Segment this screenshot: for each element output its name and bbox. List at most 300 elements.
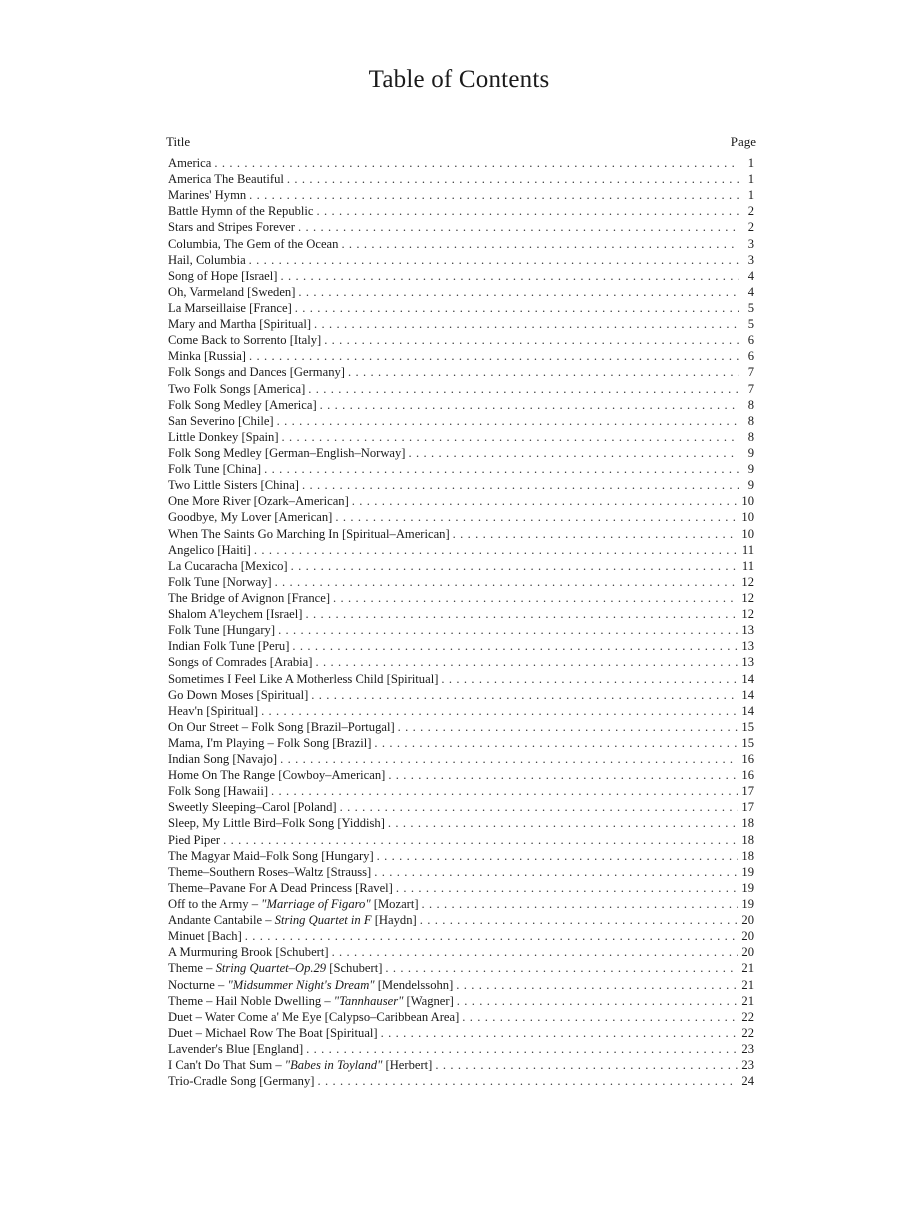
toc-entry-title-text: Andante Cantabile – bbox=[168, 913, 275, 928]
toc-entry-title-text: [Haydn] bbox=[371, 913, 417, 928]
toc-dot-leader bbox=[254, 542, 739, 558]
toc-dot-leader bbox=[374, 864, 738, 880]
toc-entry-page: 4 bbox=[747, 284, 754, 299]
toc-entry-title bbox=[168, 928, 242, 944]
toc-dot-leader bbox=[278, 622, 738, 638]
toc-entry-page: 18 bbox=[741, 848, 754, 863]
toc-dot-leader bbox=[223, 832, 738, 848]
toc-entry bbox=[168, 815, 754, 831]
toc-dot-leader bbox=[287, 171, 739, 187]
toc-entry-title-text: The Bridge of Avignon [France] bbox=[168, 590, 331, 605]
toc-dot-leader bbox=[275, 574, 739, 590]
toc-entry bbox=[168, 1073, 754, 1089]
toc-entry-title-text: One More River [Ozark–American] bbox=[168, 494, 349, 509]
toc-dot-leader bbox=[409, 445, 740, 461]
toc-entry bbox=[168, 767, 754, 783]
toc-entry-title-text: San Severino [Chile] bbox=[168, 413, 274, 428]
toc-entry-page: 21 bbox=[741, 977, 754, 992]
toc-entry-page: 17 bbox=[741, 784, 754, 799]
toc-entry-page: 10 bbox=[741, 526, 754, 541]
toc-entry-title bbox=[168, 413, 274, 429]
toc-entry bbox=[168, 719, 754, 735]
toc-entry-title-text: Stars and Stripes Forever bbox=[168, 220, 295, 235]
toc-entry-title-text: When The Saints Go Marching In [Spiritual–American] bbox=[168, 526, 450, 541]
toc-entry-page: 2 bbox=[747, 204, 754, 219]
toc-entry-title bbox=[168, 493, 349, 509]
toc-entry-title-text: Heav'n [Spiritual] bbox=[168, 703, 259, 718]
toc-entry-title-text: Trio-Cradle Song [Germany] bbox=[168, 1074, 315, 1089]
toc-entry-title-italic: "Babes in Toyland" bbox=[284, 1058, 383, 1073]
toc-dot-leader bbox=[398, 719, 739, 735]
toc-entry-title-text: Duet – Water Come a' Me Eye [Calypso–Caribbean Area] bbox=[168, 1009, 460, 1024]
toc-entry-page: 1 bbox=[747, 188, 754, 203]
title-column-header: Title bbox=[166, 134, 191, 149]
toc-entry-page: 19 bbox=[741, 897, 754, 912]
toc-entry bbox=[168, 316, 754, 332]
toc-entry-page: 20 bbox=[741, 913, 754, 928]
toc-dot-leader bbox=[453, 526, 739, 542]
toc-entry-title-text: I Can't Do That Sum – bbox=[168, 1058, 285, 1073]
toc-entry-title-text: Shalom A'leychem [Israel] bbox=[168, 607, 303, 622]
toc-entry bbox=[168, 783, 754, 799]
toc-dot-leader bbox=[388, 767, 738, 783]
toc-entry-title-text: Oh, Varmeland [Sweden] bbox=[168, 284, 296, 299]
toc-entry-title bbox=[168, 993, 454, 1009]
toc-entry-title-text: Go Down Moses [Spiritual] bbox=[168, 687, 309, 702]
toc-entry-page: 11 bbox=[741, 558, 754, 573]
toc-entry-title bbox=[168, 912, 417, 928]
toc-dot-leader bbox=[298, 219, 739, 235]
toc-dot-leader bbox=[317, 203, 740, 219]
toc-entry bbox=[168, 268, 754, 284]
toc-dot-leader bbox=[249, 187, 739, 203]
toc-dot-leader bbox=[385, 960, 738, 976]
toc-entry-title-italic: String Quartet in F bbox=[274, 913, 372, 928]
toc-dot-leader bbox=[457, 993, 739, 1009]
toc-entry-title bbox=[168, 477, 299, 493]
toc-dot-leader bbox=[277, 413, 739, 429]
toc-dot-leader bbox=[422, 896, 739, 912]
toc-entry-title-text: Sleep, My Little Bird–Folk Song [Yiddish] bbox=[168, 816, 385, 831]
toc-entry-title bbox=[168, 944, 329, 960]
toc-entry-title bbox=[168, 1009, 459, 1025]
toc-entry-title-text: Minuet [Bach] bbox=[168, 929, 242, 944]
toc-entry-title bbox=[168, 429, 279, 445]
toc-dot-leader bbox=[374, 735, 738, 751]
toc-entry-title bbox=[168, 332, 321, 348]
toc-entry-page: 21 bbox=[741, 961, 754, 976]
toc-entry-page: 7 bbox=[747, 381, 754, 396]
toc-entry-title-text: Folk Song [Hawaii] bbox=[168, 784, 269, 799]
toc-entry-page: 6 bbox=[747, 349, 754, 364]
toc-entry-title bbox=[168, 848, 374, 864]
toc-entry-page: 24 bbox=[741, 1074, 754, 1089]
toc-entry-page: 12 bbox=[741, 607, 754, 622]
toc-dot-leader bbox=[381, 1025, 739, 1041]
toc-entry-title-text: Sometimes I Feel Like A Motherless Child [Spiritual] bbox=[168, 671, 439, 686]
toc-entry-page: 13 bbox=[741, 623, 754, 638]
toc-entry-title bbox=[168, 1057, 432, 1073]
toc-entry-page: 3 bbox=[747, 252, 754, 267]
toc-dot-leader bbox=[261, 703, 738, 719]
toc-dot-leader bbox=[333, 590, 738, 606]
toc-entry bbox=[168, 977, 754, 993]
toc-entry-page: 22 bbox=[741, 1025, 754, 1040]
toc-entry-page: 14 bbox=[741, 687, 754, 702]
toc-entry-title-text: [Wagner] bbox=[403, 993, 454, 1008]
toc-entry-title bbox=[168, 622, 275, 638]
toc-entry-page: 8 bbox=[747, 397, 754, 412]
toc-entry-page: 10 bbox=[741, 494, 754, 509]
toc-entry bbox=[168, 445, 754, 461]
toc-dot-leader bbox=[340, 799, 739, 815]
toc-entry-title bbox=[168, 783, 268, 799]
toc-entry-title bbox=[168, 542, 251, 558]
toc-entry-page: 21 bbox=[741, 993, 754, 1008]
toc-entry-title-text: Theme – bbox=[168, 961, 216, 976]
toc-entry bbox=[168, 348, 754, 364]
toc-entry bbox=[168, 477, 754, 493]
toc-entry-page: 5 bbox=[747, 317, 754, 332]
toc-dot-leader bbox=[280, 751, 738, 767]
toc-entry-title-text: Theme–Pavane For A Dead Princess [Ravel] bbox=[168, 880, 393, 895]
toc-entry-title bbox=[168, 590, 330, 606]
toc-entry bbox=[168, 203, 754, 219]
toc-entry-title-text: Folk Tune [Hungary] bbox=[168, 623, 276, 638]
toc-entry-title-text: Two Little Sisters [China] bbox=[168, 478, 299, 493]
toc-entry-title bbox=[168, 977, 453, 993]
toc-entry bbox=[168, 1057, 754, 1073]
toc-entry bbox=[168, 687, 754, 703]
toc-dot-leader bbox=[214, 155, 739, 171]
toc-entry bbox=[168, 1025, 754, 1041]
toc-entry-page: 10 bbox=[741, 510, 754, 525]
toc-entry-page: 16 bbox=[741, 752, 754, 767]
toc-entry bbox=[168, 799, 754, 815]
toc-entry-title-text: Minka [Russia] bbox=[168, 349, 247, 364]
toc-dot-leader bbox=[377, 848, 739, 864]
toc-entry-title-text: Indian Folk Tune [Peru] bbox=[168, 639, 290, 654]
toc-entry-title-text: Nocturne – bbox=[168, 977, 228, 992]
toc-entry-title bbox=[168, 703, 258, 719]
toc-entry-title-text: Lavender's Blue [England] bbox=[168, 1042, 304, 1057]
toc-entry bbox=[168, 590, 754, 606]
toc-entry-title bbox=[168, 236, 338, 252]
toc-entry-title bbox=[168, 606, 302, 622]
toc-entry-title-text: Marines' Hymn bbox=[168, 188, 247, 203]
toc-entry-title bbox=[168, 171, 284, 187]
toc-dot-leader bbox=[306, 1041, 738, 1057]
toc-entry-title-text: La Marseillaise [France] bbox=[168, 300, 292, 315]
toc-entry-title bbox=[168, 719, 395, 735]
toc-entry-title-text: Home On The Range [Cowboy–American] bbox=[168, 768, 386, 783]
toc-dot-leader bbox=[335, 509, 738, 525]
toc-entry-title bbox=[168, 284, 295, 300]
toc-entry-page: 7 bbox=[747, 365, 754, 380]
toc-entry-title-text: Folk Song Medley [America] bbox=[168, 397, 317, 412]
toc-entry-title bbox=[168, 526, 450, 542]
toc-entry-page: 4 bbox=[747, 268, 754, 283]
toc-entry-title bbox=[168, 316, 311, 332]
toc-entry bbox=[168, 1009, 754, 1025]
page-column-header: Page bbox=[730, 134, 756, 149]
toc-entry-page: 1 bbox=[747, 156, 754, 170]
toc-entry bbox=[168, 429, 754, 445]
toc-entry-page: 8 bbox=[747, 429, 754, 444]
toc-dot-leader bbox=[420, 912, 739, 928]
toc-entry-page: 13 bbox=[741, 655, 754, 670]
toc-entry-page: 18 bbox=[741, 832, 754, 847]
toc-entry-title-text: Folk Tune [China] bbox=[168, 462, 262, 477]
toc-entry-title-text: [Schubert] bbox=[326, 961, 383, 976]
toc-entry bbox=[168, 284, 754, 300]
toc-entry bbox=[168, 703, 754, 719]
toc-dot-leader bbox=[282, 429, 739, 445]
toc-entry-page: 20 bbox=[741, 945, 754, 960]
toc-dot-leader bbox=[396, 880, 739, 896]
toc-dot-leader bbox=[298, 284, 739, 300]
toc-entry-page: 9 bbox=[747, 462, 754, 477]
toc-entry bbox=[168, 300, 754, 316]
toc-entry bbox=[168, 735, 754, 751]
toc-entry-title-text: La Cucaracha [Mexico] bbox=[168, 558, 288, 573]
toc-entry-page: 19 bbox=[741, 864, 754, 879]
toc-entry-title bbox=[168, 219, 295, 235]
toc-dot-leader bbox=[264, 461, 739, 477]
toc-dot-leader bbox=[341, 236, 739, 252]
toc-entry-page: 2 bbox=[747, 220, 754, 235]
toc-entry bbox=[168, 413, 754, 429]
toc-entry-page: 6 bbox=[747, 333, 754, 348]
toc-entry-title-text: Little Donkey [Spain] bbox=[168, 429, 279, 444]
toc-entry-title-text: Theme–Southern Roses–Waltz [Strauss] bbox=[168, 864, 372, 879]
toc-entry-page: 5 bbox=[747, 300, 754, 315]
toc-entry-title-text: Theme – Hail Noble Dwelling – bbox=[168, 993, 334, 1008]
toc-entry-title-text: [Mozart] bbox=[370, 897, 419, 912]
toc-entry-title bbox=[168, 1073, 314, 1089]
toc-entry-title bbox=[168, 638, 289, 654]
toc-entry-title-text: Songs of Comrades [Arabia] bbox=[168, 655, 313, 670]
toc-dot-leader bbox=[324, 332, 739, 348]
toc-entry-title bbox=[168, 268, 277, 284]
toc-entry-title-text: On Our Street – Folk Song [Brazil–Portugal] bbox=[168, 719, 395, 734]
toc-entry bbox=[168, 236, 754, 252]
toc-entry-title bbox=[168, 767, 385, 783]
toc-dot-leader bbox=[462, 1009, 738, 1025]
toc-entry-title bbox=[168, 509, 332, 525]
toc-entry bbox=[168, 832, 754, 848]
toc-entry-title bbox=[168, 832, 220, 848]
toc-entry bbox=[168, 364, 754, 380]
toc-entry-title-text: Two Folk Songs [America] bbox=[168, 381, 306, 396]
toc-entry-title-italic: String Quartet–Op.29 bbox=[215, 961, 327, 976]
toc-entry bbox=[168, 526, 754, 542]
toc-entry-title bbox=[168, 445, 406, 461]
toc-entry-title bbox=[168, 364, 345, 380]
toc-dot-leader bbox=[295, 300, 739, 316]
toc-entry-title-text: Mama, I'm Playing – Folk Song [Brazil] bbox=[168, 735, 372, 750]
toc-entry-title bbox=[168, 864, 371, 880]
toc-dot-leader bbox=[435, 1057, 738, 1073]
toc-entry-title-italic: "Marriage of Figaro" bbox=[261, 897, 371, 912]
toc-entry bbox=[168, 509, 754, 525]
toc-entry bbox=[168, 574, 754, 590]
toc-entry bbox=[168, 558, 754, 574]
toc-entry-title-text: Pied Piper bbox=[168, 832, 221, 847]
toc-entry-title bbox=[168, 799, 337, 815]
toc-dot-leader bbox=[292, 638, 738, 654]
toc-entry-page: 13 bbox=[741, 639, 754, 654]
toc-entry-page: 1 bbox=[747, 172, 754, 187]
column-header-row bbox=[166, 134, 756, 150]
toc-entry bbox=[168, 542, 754, 558]
toc-entry-title bbox=[168, 751, 277, 767]
toc-dot-leader bbox=[245, 928, 739, 944]
toc-entry bbox=[168, 880, 754, 896]
toc-entry-title-text: Off to the Army – bbox=[168, 897, 262, 912]
toc-entry bbox=[168, 219, 754, 235]
toc-entry-title bbox=[168, 1041, 303, 1057]
toc-entry-page: 17 bbox=[741, 800, 754, 815]
toc-entry-title-text: Sweetly Sleeping–Carol [Poland] bbox=[168, 800, 337, 815]
toc-entry bbox=[168, 848, 754, 864]
toc-entry bbox=[168, 155, 754, 171]
toc-entry-title-text: Duet – Michael Row The Boat [Spiritual] bbox=[168, 1025, 378, 1040]
toc-entry-page: 15 bbox=[741, 735, 754, 750]
toc-entry-title-text: Battle Hymn of the Republic bbox=[168, 204, 314, 219]
toc-list bbox=[168, 155, 754, 1089]
toc-entry bbox=[168, 912, 754, 928]
toc-entry-page: 9 bbox=[747, 445, 754, 460]
toc-entry-title-text: Angelico [Haiti] bbox=[168, 542, 251, 557]
toc-entry bbox=[168, 397, 754, 413]
toc-entry-title-text: Folk Songs and Dances [Germany] bbox=[168, 365, 345, 380]
toc-entry-title-text: A Murmuring Brook [Schubert] bbox=[168, 945, 329, 960]
toc-entry-title-text: [Mendelssohn] bbox=[374, 977, 454, 992]
toc-entry-title bbox=[168, 381, 305, 397]
toc-entry bbox=[168, 960, 754, 976]
toc-entry-title bbox=[168, 558, 288, 574]
toc-entry-page: 3 bbox=[747, 236, 754, 251]
toc-dot-leader bbox=[308, 381, 739, 397]
toc-entry bbox=[168, 493, 754, 509]
toc-entry-title bbox=[168, 252, 246, 268]
toc-dot-leader bbox=[320, 397, 739, 413]
toc-entry-title bbox=[168, 960, 382, 976]
toc-dot-leader bbox=[280, 268, 739, 284]
toc-entry-title bbox=[168, 687, 308, 703]
toc-entry-title bbox=[168, 203, 314, 219]
toc-entry bbox=[168, 751, 754, 767]
toc-entry-page: 20 bbox=[741, 929, 754, 944]
toc-entry-title-text: The Magyar Maid–Folk Song [Hungary] bbox=[168, 848, 374, 863]
toc-entry bbox=[168, 622, 754, 638]
toc-entry-page: 14 bbox=[741, 703, 754, 718]
toc-entry bbox=[168, 187, 754, 203]
toc-dot-leader bbox=[352, 493, 739, 509]
toc-entry-page: 22 bbox=[741, 1009, 754, 1024]
toc-dot-leader bbox=[305, 606, 738, 622]
toc-entry-title-italic: "Midsummer Night's Dream" bbox=[227, 977, 375, 992]
toc-dot-leader bbox=[348, 364, 739, 380]
toc-entry bbox=[168, 654, 754, 670]
toc-entry bbox=[168, 606, 754, 622]
toc-entry-page: 12 bbox=[741, 590, 754, 605]
toc-entry bbox=[168, 252, 754, 268]
toc-entry-title bbox=[168, 348, 246, 364]
toc-entry bbox=[168, 896, 754, 912]
toc-entry-title-text: Song of Hope [Israel] bbox=[168, 268, 278, 283]
toc-entry-title bbox=[168, 654, 312, 670]
toc-dot-leader bbox=[271, 783, 738, 799]
toc-entry-title-text: [Herbert] bbox=[382, 1058, 433, 1073]
toc-entry-page: 16 bbox=[741, 768, 754, 783]
toc-dot-leader bbox=[332, 944, 739, 960]
toc-entry-title bbox=[168, 155, 211, 171]
toc-dot-leader bbox=[314, 316, 739, 332]
toc-entry bbox=[168, 864, 754, 880]
toc-dot-leader bbox=[291, 558, 739, 574]
toc-dot-leader bbox=[302, 477, 739, 493]
toc-entry-title bbox=[168, 187, 246, 203]
toc-entry bbox=[168, 671, 754, 687]
toc-entry bbox=[168, 1041, 754, 1057]
toc-entry-title-text: Folk Tune [Norway] bbox=[168, 574, 272, 589]
toc-entry-title bbox=[168, 461, 261, 477]
toc-entry-title-text: Folk Song Medley [German–English–Norway] bbox=[168, 445, 406, 460]
toc-entry-title bbox=[168, 880, 393, 896]
toc-dot-leader bbox=[249, 252, 739, 268]
toc-entry bbox=[168, 171, 754, 187]
toc-entry-page: 8 bbox=[747, 413, 754, 428]
toc-entry-title bbox=[168, 397, 317, 413]
toc-entry bbox=[168, 461, 754, 477]
toc-entry-title-text: America The Beautiful bbox=[168, 172, 284, 187]
toc-entry-title bbox=[168, 1025, 378, 1041]
toc-dot-leader bbox=[311, 687, 738, 703]
toc-dot-leader bbox=[249, 348, 739, 364]
page-title: Table of Contents bbox=[368, 66, 550, 93]
toc-entry-title bbox=[168, 896, 419, 912]
toc-entry bbox=[168, 332, 754, 348]
toc-entry-page: 19 bbox=[741, 880, 754, 895]
toc-entry bbox=[168, 928, 754, 944]
toc-entry-page: 12 bbox=[741, 574, 754, 589]
toc-entry-title-text: Columbia, The Gem of the Ocean bbox=[168, 236, 339, 251]
toc-entry-page: 15 bbox=[741, 719, 754, 734]
toc-entry-title-text: Hail, Columbia bbox=[168, 252, 246, 267]
toc-entry bbox=[168, 993, 754, 1009]
toc-entry-title bbox=[168, 671, 438, 687]
toc-entry-title-text: Goodbye, My Lover [American] bbox=[168, 510, 333, 525]
toc-entry-page: 18 bbox=[741, 816, 754, 831]
toc-entry-title bbox=[168, 574, 272, 590]
toc-entry bbox=[168, 638, 754, 654]
toc-entry bbox=[168, 944, 754, 960]
toc-dot-leader bbox=[388, 815, 739, 831]
toc-entry-title-text: Mary and Martha [Spiritual] bbox=[168, 317, 312, 332]
toc-entry-page: 11 bbox=[741, 542, 754, 557]
toc-entry-title-text: Come Back to Sorrento [Italy] bbox=[168, 333, 322, 348]
toc-dot-leader bbox=[315, 654, 738, 670]
toc-entry-page: 14 bbox=[741, 671, 754, 686]
toc-entry-page: 9 bbox=[747, 478, 754, 493]
toc-entry-title bbox=[168, 815, 385, 831]
toc-entry-title-text: Indian Song [Navajo] bbox=[168, 752, 278, 767]
toc-entry-title bbox=[168, 300, 292, 316]
toc-entry-page: 23 bbox=[741, 1058, 754, 1073]
toc-dot-leader bbox=[317, 1073, 738, 1089]
